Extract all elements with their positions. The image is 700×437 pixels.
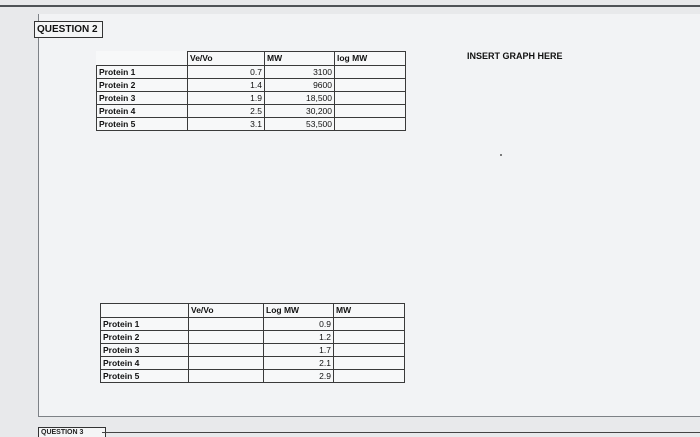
logmw-cell[interactable]: 2.1 [264,357,334,370]
protein-name-cell[interactable]: Protein 1 [97,66,188,79]
header-mw[interactable]: MW [265,52,335,66]
logmw-cell[interactable]: 1.2 [264,331,334,344]
sheet-top-border [0,5,700,7]
mw-cell[interactable] [334,370,405,383]
logmw-cell[interactable] [335,66,406,79]
vevo-cell[interactable] [189,357,264,370]
header-vevo[interactable]: Ve/Vo [189,304,264,318]
mw-cell[interactable]: 3100 [265,66,335,79]
protein-name-cell[interactable]: Protein 1 [101,318,189,331]
header-blank [97,52,188,66]
table-row [101,331,405,344]
mw-cell[interactable] [334,344,405,357]
protein-name-cell[interactable]: Protein 5 [101,370,189,383]
table-row [101,357,405,370]
header-mw[interactable]: MW [334,304,405,318]
vevo-cell[interactable]: 1.9 [188,92,265,105]
protein-mw-table [96,51,406,131]
logmw-cell[interactable] [335,79,406,92]
table-row [97,79,406,92]
protein-name-cell[interactable]: Protein 5 [97,118,188,131]
header-logmw[interactable]: Log MW [264,304,334,318]
logmw-cell[interactable] [335,105,406,118]
table-row [97,118,406,131]
vevo-cell[interactable] [189,331,264,344]
vevo-cell[interactable]: 0.7 [188,66,265,79]
header-logmw[interactable]: log MW [335,52,406,66]
mw-cell[interactable]: 9600 [265,79,335,92]
mw-cell[interactable]: 30,200 [265,105,335,118]
vevo-cell[interactable] [189,344,264,357]
protein-name-cell[interactable]: Protein 3 [101,344,189,357]
mw-cell[interactable]: 18,500 [265,92,335,105]
protein-name-cell[interactable]: Protein 3 [97,92,188,105]
protein-logmw-table [100,303,405,383]
logmw-cell[interactable] [335,118,406,131]
table-row [101,344,405,357]
table-row [97,105,406,118]
insert-graph-placeholder[interactable]: INSERT GRAPH HERE [467,51,563,61]
table-row [97,92,406,105]
mw-cell[interactable] [334,357,405,370]
question-label: QUESTION 2 [34,21,103,38]
header-blank [101,304,189,318]
logmw-cell[interactable] [335,92,406,105]
vevo-cell[interactable]: 3.1 [188,118,265,131]
table-header-row [101,304,405,318]
next-question-label: QUESTION 3 [38,427,106,437]
vevo-cell[interactable]: 2.5 [188,105,265,118]
mw-cell[interactable] [334,318,405,331]
header-vevo[interactable]: Ve/Vo [188,52,265,66]
bottom-border [102,432,700,433]
logmw-cell[interactable]: 2.9 [264,370,334,383]
mw-cell[interactable] [334,331,405,344]
vevo-cell[interactable] [189,370,264,383]
protein-name-cell[interactable]: Protein 4 [101,357,189,370]
vevo-cell[interactable]: 1.4 [188,79,265,92]
logmw-cell[interactable]: 1.7 [264,344,334,357]
table-row [97,66,406,79]
protein-name-cell[interactable]: Protein 2 [97,79,188,92]
protein-name-cell[interactable]: Protein 4 [97,105,188,118]
mw-cell[interactable]: 53,500 [265,118,335,131]
protein-name-cell[interactable]: Protein 2 [101,331,189,344]
table-header-row [97,52,406,66]
vevo-cell[interactable] [189,318,264,331]
stray-mark [500,154,502,156]
table-row [101,318,405,331]
logmw-cell[interactable]: 0.9 [264,318,334,331]
table-row [101,370,405,383]
